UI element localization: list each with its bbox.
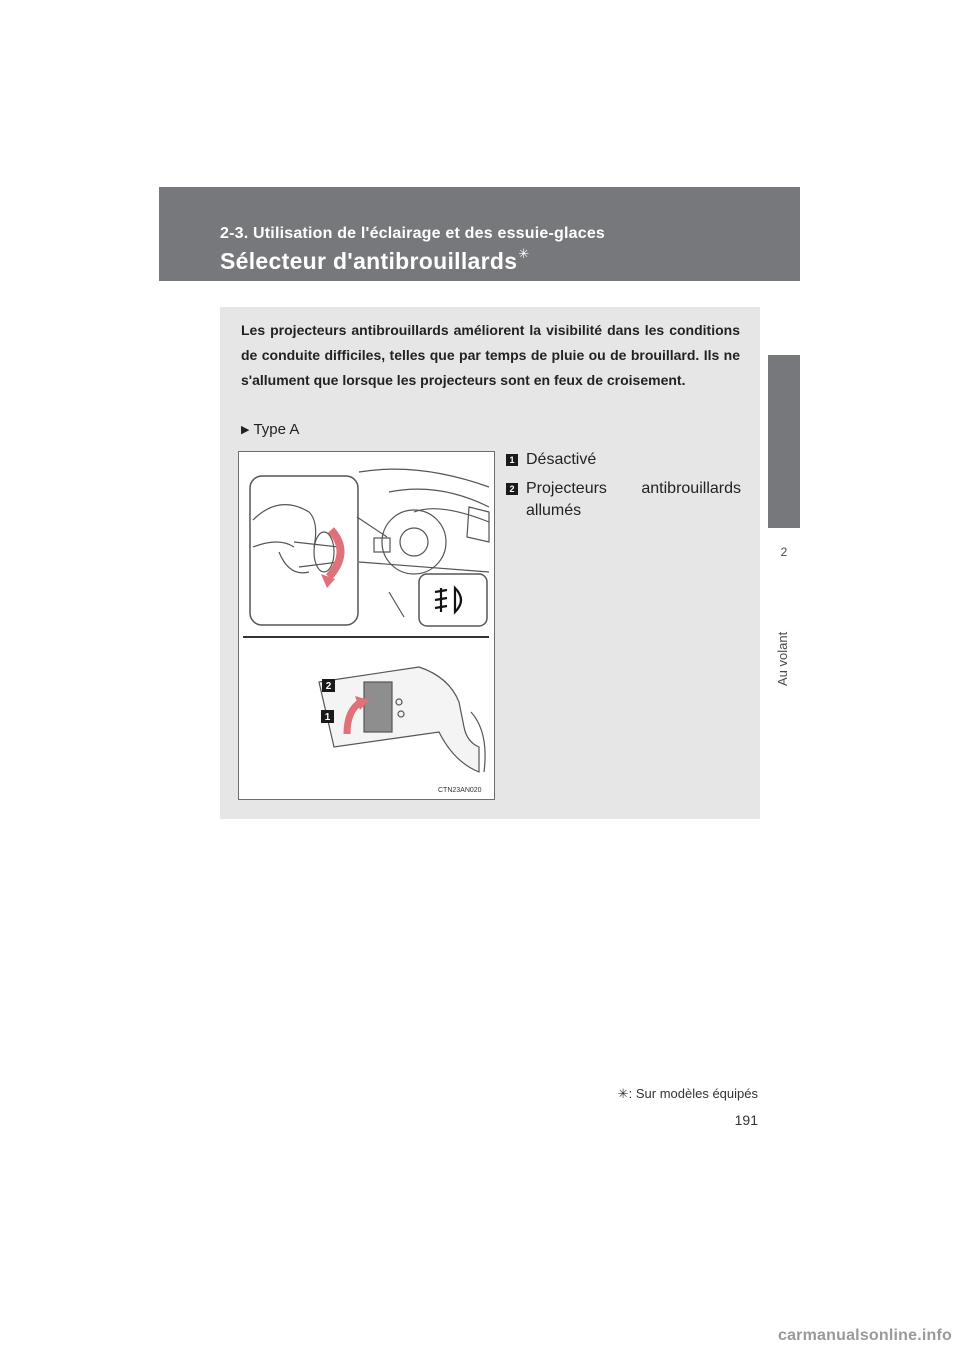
page-title-text: Sélecteur d'antibrouillards — [220, 248, 518, 274]
type-label: Type A — [253, 421, 300, 438]
section-label: 2-3. Utilisation de l'éclairage et des essuie-glaces — [220, 225, 606, 242]
footnote — [600, 1086, 758, 1102]
side-tab-number: 2 — [780, 545, 788, 559]
lever-drawing — [319, 667, 485, 772]
title-asterisk: ✳ — [518, 246, 530, 261]
type-heading — [241, 421, 299, 438]
legend — [506, 449, 741, 529]
legend-number: 2 — [506, 483, 518, 495]
legend-number: 1 — [506, 454, 518, 466]
fog-switch-illustration — [239, 452, 494, 799]
legend-item — [506, 478, 741, 522]
legend-item — [506, 449, 741, 471]
legend-text: Désactivé — [526, 451, 597, 468]
callout-2: 2 — [325, 681, 332, 692]
side-tab-label: Au volant — [775, 631, 790, 686]
play-arrow-icon: ▶ — [241, 424, 250, 436]
illustration-code: CTN23AN020 — [438, 787, 482, 794]
page-number: 191 — [734, 1112, 758, 1128]
page-title — [220, 248, 530, 275]
watermark: carmanualsonline.info — [777, 1327, 952, 1344]
footnote-asterisk: ✳ — [617, 1086, 629, 1101]
illustration — [238, 451, 495, 800]
callout-1: 1 — [324, 712, 331, 723]
legend-text: Projecteurs antibrouillards allumés — [526, 480, 741, 519]
fog-icon-inset — [419, 574, 487, 626]
intro-paragraph: Les projecteurs antibrouillards améliorent la visibilité dans les conditions de conduite difficiles, telles que par temps de pluie ou de brouillard. Ils ne s'allument que lorsque les projecteurs sont en feux de croisement. — [241, 322, 740, 388]
side-tab — [768, 355, 800, 528]
footnote-text: : Sur modèles équipés — [628, 1086, 758, 1101]
